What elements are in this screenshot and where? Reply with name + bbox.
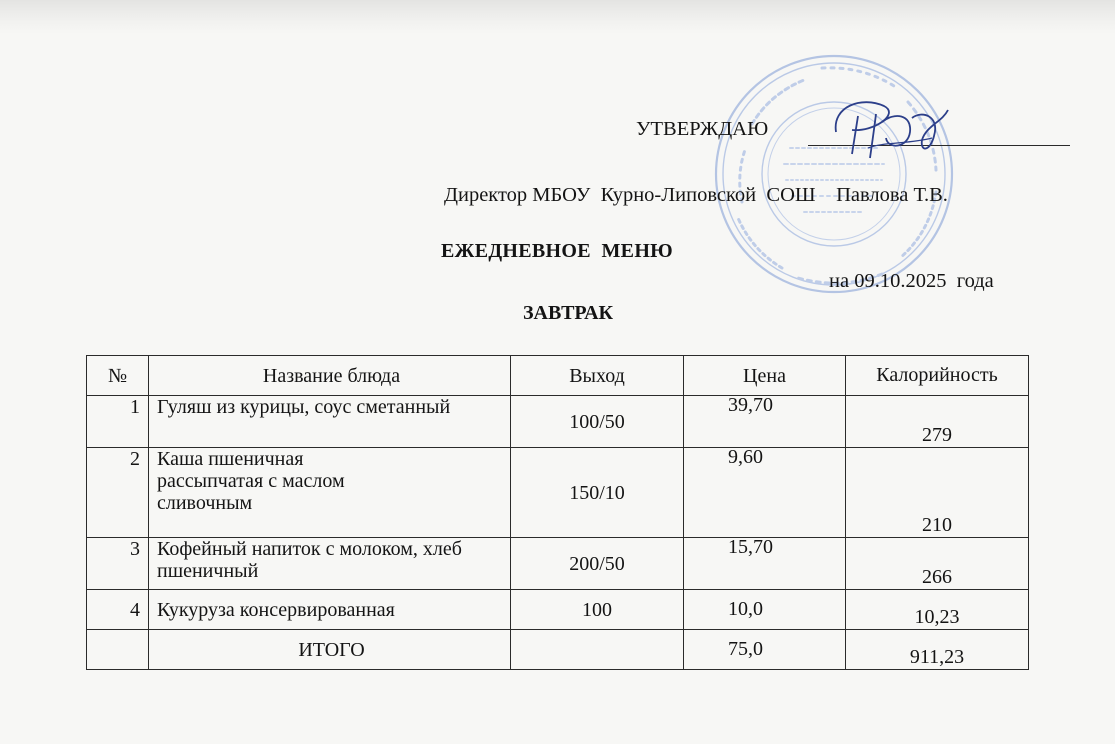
table-header-row	[87, 356, 1029, 396]
row-calories: 279	[846, 396, 1029, 448]
row-number: 4	[87, 590, 149, 630]
row-calories: 210	[846, 448, 1029, 538]
header-calories: Калорийность	[846, 356, 1029, 396]
total-price: 75,0	[728, 637, 763, 660]
meal-title: ЗАВТРАК	[523, 302, 614, 324]
table-row	[87, 538, 1029, 590]
scan-edge-shadow	[0, 0, 1115, 34]
director-line: Директор МБОУ Курно-Липовской СОШ Павлова Т.В.	[444, 184, 948, 206]
row-price: 39,70	[728, 394, 773, 416]
row-number: 3	[87, 538, 149, 590]
row-dish-name: Кофейный напиток с молоком, хлеб пшеничный	[149, 538, 511, 590]
total-calories: 911,23	[846, 630, 1029, 670]
row-price: 10,0	[728, 597, 763, 620]
table-row	[87, 448, 1029, 538]
row-price: 9,60	[728, 446, 763, 468]
total-number-empty	[87, 630, 149, 670]
row-dish-name: Каша пшеничная рассыпчатая с маслом сливочным	[149, 448, 511, 538]
row-calories: 266	[846, 538, 1029, 590]
menu-title: ЕЖЕДНЕВНОЕ МЕНЮ	[441, 240, 673, 262]
row-output: 200/50	[511, 538, 684, 590]
row-price: 15,70	[728, 536, 773, 558]
menu-date: на 09.10.2025 года	[829, 270, 994, 292]
header-number: №	[87, 356, 149, 396]
row-number: 2	[87, 448, 149, 538]
row-output: 100/50	[511, 396, 684, 448]
total-output-empty	[511, 630, 684, 670]
row-output: 150/10	[511, 448, 684, 538]
approval-label: УТВЕРЖДАЮ	[636, 118, 769, 140]
row-price-cell	[684, 448, 846, 538]
row-price-cell	[684, 590, 846, 630]
header-output: Выход	[511, 356, 684, 396]
row-dish-name: Кукуруза консервированная	[149, 590, 511, 630]
table-row	[87, 590, 1029, 630]
header-dish-name: Название блюда	[149, 356, 511, 396]
total-price-cell	[684, 630, 846, 670]
official-stamp-seal	[712, 52, 956, 296]
row-output: 100	[511, 590, 684, 630]
row-price-cell	[684, 396, 846, 448]
director-signature	[822, 92, 952, 172]
table-row	[87, 396, 1029, 448]
row-number: 1	[87, 396, 149, 448]
row-price-cell	[684, 538, 846, 590]
row-calories: 10,23	[846, 590, 1029, 630]
header-price: Цена	[684, 356, 846, 396]
row-dish-name: Гуляш из курицы, соус сметанный	[149, 396, 511, 448]
table-total-row	[87, 630, 1029, 670]
menu-table	[86, 355, 1029, 670]
total-label: ИТОГО	[149, 630, 511, 670]
